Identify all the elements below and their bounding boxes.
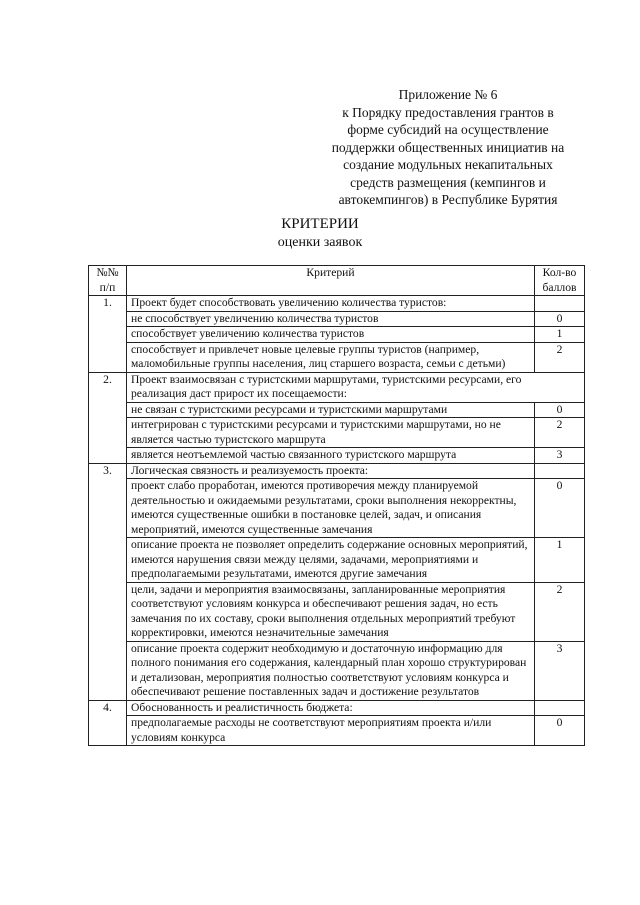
table-row [89, 716, 585, 746]
criterion-score: 3 [535, 448, 585, 464]
header-number-line1: №№ [96, 266, 119, 279]
criterion-score: 2 [535, 342, 585, 372]
section-number: 3. [89, 463, 127, 700]
header-score-line1: Кол-во [542, 266, 577, 279]
table-row [89, 327, 585, 343]
appendix-line: средств размещения (кемпингов и [350, 174, 546, 190]
section-score-empty [535, 296, 585, 312]
section-title: Проект будет способствовать увеличению количества туристов: [127, 296, 535, 312]
table-row [89, 538, 585, 583]
section-number: 4. [89, 700, 127, 746]
appendix-line: Приложение № 6 [398, 87, 498, 102]
section-score-empty [535, 700, 585, 716]
section-score-empty [535, 463, 585, 479]
criterion-score: 1 [535, 538, 585, 583]
section-row [89, 463, 585, 479]
section-row [89, 372, 585, 402]
criterion-score: 0 [535, 479, 585, 538]
document-title: КРИТЕРИИ [281, 216, 359, 232]
table-row [89, 402, 585, 418]
appendix-header [318, 86, 578, 209]
table-row [89, 582, 585, 641]
header-number-line2: п/п [99, 280, 116, 294]
table-row [89, 311, 585, 327]
criterion-text: интегрирован с туристскими ресурсами и туристскими маршрутами, но не является частью туристского маршрута [127, 418, 535, 448]
section-row [89, 700, 585, 716]
criterion-text: не способствует увеличению количества туристов [127, 311, 535, 327]
appendix-line: форме субсидий на осуществление [347, 122, 549, 137]
header-criterion: Критерий [127, 266, 535, 296]
criterion-score: 3 [535, 641, 585, 700]
table-row [89, 418, 585, 448]
criterion-text: описание проекта не позволяет определить содержание основных мероприятий, имеются нарушения связи между целями, задачами, мероприятиями и предполагаемыми результатами, имеются другие замечания [127, 538, 535, 583]
criterion-text: проект слабо проработан, имеются противоречия между планируемой деятельностью и ожидаемыми результатами, сроки выполнения некорректны, имеются существенные ошибки в постановке целей, задач, и описания мероприятий, имеются существенные замечания [127, 479, 535, 538]
criterion-text: не связан с туристскими ресурсами и туристскими маршрутами [127, 402, 535, 418]
section-number: 1. [89, 296, 127, 373]
criterion-text: способствует и привлечет новые целевые группы туристов (например, маломобильные группы населения, лиц старшего возраста, семьи с детьми) [127, 342, 535, 372]
criterion-text: предполагаемые расходы не соответствуют мероприятиям проекта и/или условиям конкурса [127, 716, 535, 746]
header-score [535, 266, 585, 296]
section-number: 2. [89, 372, 127, 463]
criterion-score: 2 [535, 418, 585, 448]
appendix-line: поддержки общественных инициатив на [331, 139, 565, 155]
criterion-score: 1 [535, 327, 585, 343]
table-row [89, 448, 585, 464]
table-row [89, 479, 585, 538]
header-number [89, 266, 127, 296]
appendix-line: к Порядку предоставления грантов в [342, 104, 554, 120]
section-title: Проект взаимосвязан с туристскими маршрутами, туристскими ресурсами, его реализация даст прирост их посещаемости: [127, 372, 585, 402]
section-title: Обоснованность и реалистичность бюджета: [127, 700, 535, 716]
criterion-score: 2 [535, 582, 585, 641]
criterion-score: 0 [535, 311, 585, 327]
header-score-line2: баллов [542, 280, 577, 294]
section-row [89, 296, 585, 312]
criteria-table [88, 265, 585, 746]
criterion-text: является неотъемлемой частью связанного туристского маршрута [127, 448, 535, 464]
criterion-text: описание проекта содержит необходимую и достаточную информацию для полного понимания его содержания, календарный план хорошо структурирован и детализован, мероприятия полностью соответствуют условиям конкурса и обеспечивают решение поставленных задач и достижение результатов [127, 641, 535, 700]
table-header-row [89, 266, 585, 296]
appendix-line: автокемпингов) в Республике Бурятия [338, 192, 558, 207]
criterion-score: 0 [535, 716, 585, 746]
criterion-score: 0 [535, 402, 585, 418]
section-title: Логическая связность и реализуемость проекта: [127, 463, 535, 479]
table-row [89, 342, 585, 372]
document-subtitle: оценки заявок [277, 235, 363, 250]
criterion-text: способствует увеличению количества туристов [127, 327, 535, 343]
criterion-text: цели, задачи и мероприятия взаимосвязаны, запланированные мероприятия соответствуют условиям конкурса и обеспечивают решения задач, но есть замечания по их составу, сроки выполнения отдельных мероприятий требуют корректировки, имеются незначительные замечания [127, 582, 535, 641]
appendix-line: создание модульных некапитальных [343, 157, 553, 172]
table-row [89, 641, 585, 700]
